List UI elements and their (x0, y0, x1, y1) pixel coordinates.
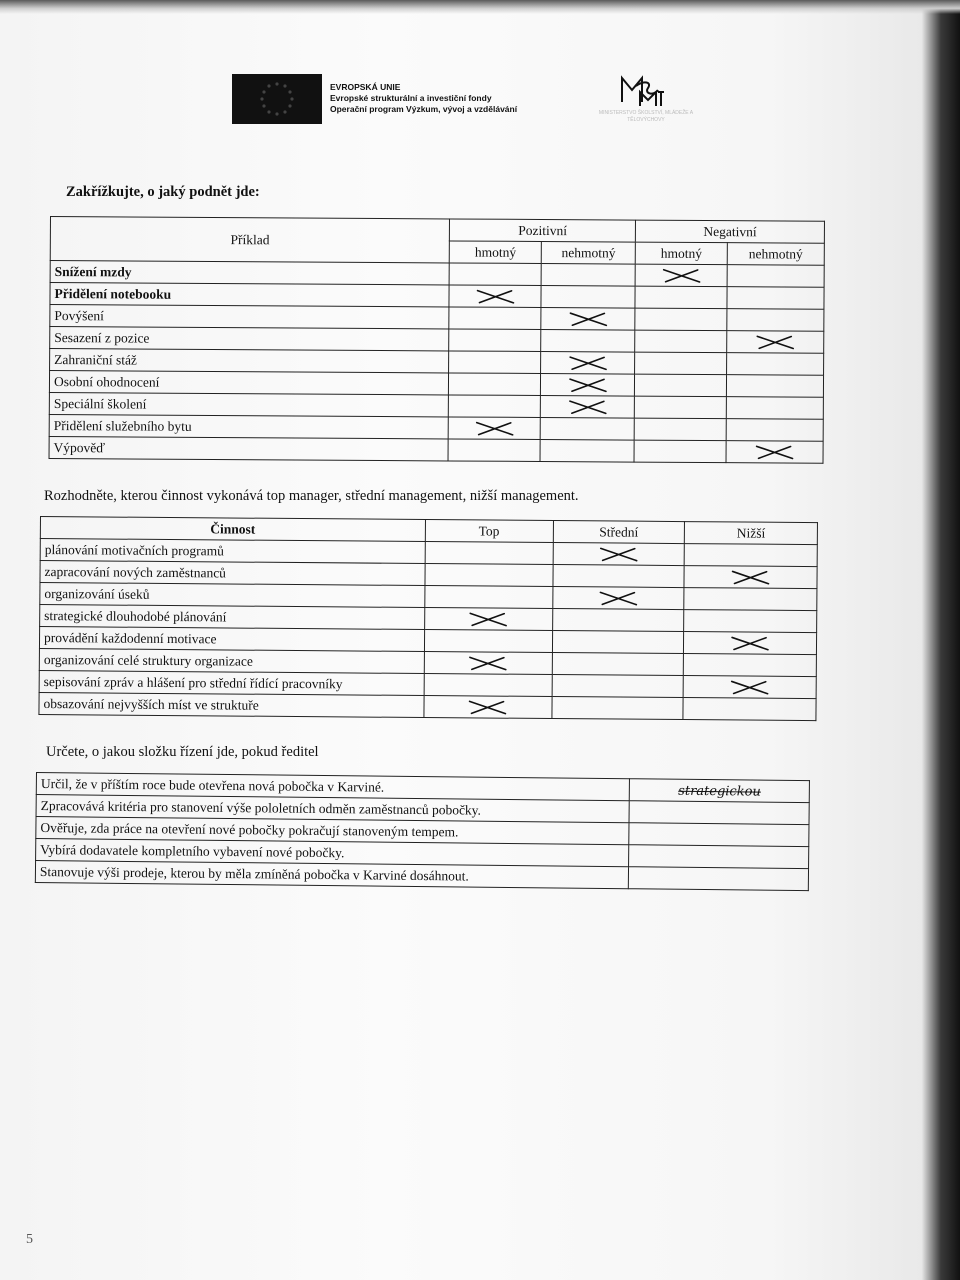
stimulus-label: Zahraniční stáž (50, 349, 449, 373)
activity-cell[interactable] (424, 630, 552, 653)
activity-cell[interactable] (425, 542, 553, 565)
stimulus-cell[interactable] (541, 396, 635, 419)
cross-mark-icon (565, 398, 609, 416)
activity-cell[interactable] (684, 610, 817, 633)
stimulus-table (49, 216, 825, 464)
eu-flag-logo (232, 74, 322, 124)
activity-cell[interactable] (552, 675, 684, 698)
sub-tangible-pos: hmotný (450, 241, 542, 264)
handwritten-answer: strategickou (678, 783, 761, 800)
activity-cell[interactable] (424, 674, 552, 697)
activity-label: zapracování nových zaměstnanců (40, 561, 425, 586)
cross-mark-icon (596, 589, 640, 607)
stimulus-cell[interactable] (635, 352, 727, 375)
stimulus-label: Výpověď (49, 436, 448, 460)
stimulus-label: Sesazení z pozice (50, 327, 449, 351)
activity-cell[interactable] (684, 654, 817, 677)
stimulus-cell[interactable] (726, 419, 823, 442)
management-component-table (35, 772, 810, 891)
eu-funds: Evropské strukturální a investiční fondy (330, 93, 492, 103)
activity-cell[interactable] (684, 588, 817, 611)
sub-tangible-neg: hmotný (635, 242, 727, 265)
stimulus-cell[interactable] (541, 352, 635, 375)
section2-prompt-text: Rozhodněte, kterou činnost vykonává top manager, střední management, nižší management. (44, 488, 579, 504)
stimulus-cell[interactable] (448, 439, 540, 462)
sub-intangible-pos: nehmotný (541, 242, 635, 265)
management-table (38, 516, 818, 721)
activity-label: strategické dlouhodobé plánování (40, 605, 425, 630)
stimulus-cell[interactable] (540, 439, 634, 462)
activity-cell[interactable] (683, 698, 816, 721)
section3-prompt-text: Určete, o jakou složku řízení jde, pokud ředitel (46, 744, 319, 760)
activity-cell[interactable] (552, 587, 684, 610)
director-task-label: Určil, že v příštím roce bude otevřena nová pobočka v Karviné. (36, 773, 630, 801)
activity-cell[interactable] (424, 608, 552, 631)
stimulus-cell[interactable] (541, 330, 635, 353)
stimulus-cell[interactable] (541, 374, 635, 397)
director-task-label: Zpracovává kritéria pro stanovení výše pololetních odměn zaměstnanců pobočky. (36, 795, 630, 823)
eu-title: EVROPSKÁ UNIE (330, 82, 401, 92)
director-task-label: Stanovuje výši prodeje, kterou by měla zmíněná pobočka v Karviné dosáhnout. (35, 861, 629, 889)
sub-intangible-neg: nehmotný (727, 243, 824, 266)
activity-label: organizování úseků (40, 583, 425, 608)
stimulus-cell[interactable] (727, 353, 824, 376)
col-positive-header: Pozitivní (450, 219, 636, 242)
stimulus-cell[interactable] (449, 417, 541, 440)
director-task-answer[interactable] (629, 867, 809, 891)
director-task-label: Vybírá dodavatele kompletního vybavení nové pobočky. (36, 839, 630, 867)
stimulus-cell[interactable] (635, 264, 727, 287)
col-activity-header: Činnost (40, 517, 425, 542)
stimulus-cell[interactable] (726, 375, 823, 398)
cross-mark-icon (729, 568, 773, 586)
activity-cell[interactable] (684, 632, 817, 655)
stimulus-cell[interactable] (449, 307, 541, 330)
stimulus-cell[interactable] (634, 418, 726, 441)
stimulus-cell[interactable] (449, 395, 541, 418)
col-middle-header: Střední (553, 521, 685, 544)
cross-mark-icon (659, 266, 703, 284)
stimulus-cell[interactable] (635, 286, 727, 309)
section1-prompt-text: Zakřížkujte, o jaký podnět jde: (66, 184, 260, 200)
activity-cell[interactable] (551, 697, 683, 720)
activity-cell[interactable] (552, 631, 684, 654)
eu-text (330, 82, 517, 115)
activity-label: sepisování zpráv a hlášení pro střední řídící pracovníky (39, 670, 424, 695)
activity-cell[interactable] (552, 565, 684, 588)
stimulus-cell[interactable] (726, 441, 823, 464)
stimulus-cell[interactable] (635, 308, 727, 331)
stimulus-label: Povýšení (50, 305, 449, 329)
stimulus-cell[interactable] (449, 351, 541, 374)
cross-mark-icon (566, 376, 610, 394)
activity-cell[interactable] (425, 564, 553, 587)
activity-label: plánování motivačních programů (40, 539, 425, 564)
activity-cell[interactable] (552, 609, 684, 632)
stimulus-cell[interactable] (635, 330, 727, 353)
activity-label: organizování celé struktury organizace (39, 648, 424, 673)
cross-mark-icon (472, 419, 516, 437)
cross-mark-icon (597, 545, 641, 563)
stimulus-row (49, 436, 823, 463)
stimulus-cell[interactable] (634, 396, 726, 419)
stimulus-cell[interactable] (541, 264, 635, 287)
activity-cell[interactable] (424, 696, 552, 719)
stimulus-cell[interactable] (540, 418, 634, 441)
activity-cell[interactable] (424, 652, 552, 675)
cross-mark-icon (566, 310, 610, 328)
cross-mark-icon (753, 443, 797, 461)
director-task-answer[interactable] (629, 801, 809, 825)
stimulus-cell[interactable] (727, 331, 824, 354)
page-top-shadow (0, 0, 960, 14)
col-top-header: Top (425, 520, 553, 543)
activity-label: provádění každodenní motivace (39, 627, 424, 652)
activity-cell[interactable] (552, 653, 684, 676)
stimulus-cell[interactable] (634, 440, 726, 463)
cross-mark-icon (466, 698, 510, 716)
stimulus-label: Speciální školení (49, 392, 448, 416)
stimulus-cell[interactable] (635, 374, 727, 397)
stimulus-label: Snížení mzdy (50, 261, 449, 285)
col-example-header: Příklad (50, 217, 450, 263)
msmt-logo (618, 72, 664, 112)
stimulus-cell[interactable] (449, 285, 541, 308)
activity-row (39, 692, 816, 720)
director-task-answer[interactable] (629, 845, 809, 869)
director-task-label: Ověřuje, zda práce na otevření nové pobočky pokračují stanoveným tempem. (36, 817, 630, 845)
director-task-answer[interactable] (629, 823, 809, 847)
cross-mark-icon (466, 610, 510, 628)
activity-cell[interactable] (553, 543, 685, 566)
stimulus-cell[interactable] (541, 286, 635, 309)
stimulus-cell[interactable] (449, 263, 541, 286)
stimulus-label: Přidělení služebního bytu (49, 414, 448, 438)
col-lower-header: Nižší (685, 522, 818, 545)
stimulus-cell[interactable] (727, 309, 824, 332)
section2-prompt (44, 488, 579, 505)
director-task-answer[interactable] (630, 779, 810, 803)
header (232, 74, 712, 134)
section1-prompt (66, 184, 260, 201)
cross-mark-icon (473, 287, 517, 305)
cross-mark-icon (466, 654, 510, 672)
stimulus-cell[interactable] (727, 265, 824, 288)
activity-cell[interactable] (425, 586, 553, 609)
page-number: 5 (26, 1232, 33, 1247)
cross-mark-icon (753, 333, 797, 351)
stimulus-cell[interactable] (727, 287, 824, 310)
stimulus-label: Přidělení notebooku (50, 283, 449, 307)
stimulus-cell[interactable] (541, 308, 635, 331)
msmt-subtitle: MINISTERSTVO ŠKOLSTVÍ, MLÁDEŽE A TĚLOVÝCHOVY (598, 110, 694, 123)
stimulus-label: Osobní ohodnocení (49, 371, 448, 395)
activity-cell[interactable] (683, 676, 816, 699)
col-negative-header: Negativní (636, 220, 825, 243)
cross-mark-icon (728, 678, 772, 696)
stimulus-cell[interactable] (726, 397, 823, 420)
cross-mark-icon (728, 634, 772, 652)
stimulus-cell[interactable] (449, 373, 541, 396)
cross-mark-icon (566, 354, 610, 372)
activity-cell[interactable] (684, 544, 817, 567)
stimulus-cell[interactable] (449, 329, 541, 352)
section3-prompt (46, 744, 319, 761)
activity-label: obsazování nejvyšších míst ve struktuře (39, 692, 424, 717)
activity-cell[interactable] (684, 566, 817, 589)
eu-program: Operační program Výzkum, vývoj a vzdělávání (330, 104, 518, 114)
